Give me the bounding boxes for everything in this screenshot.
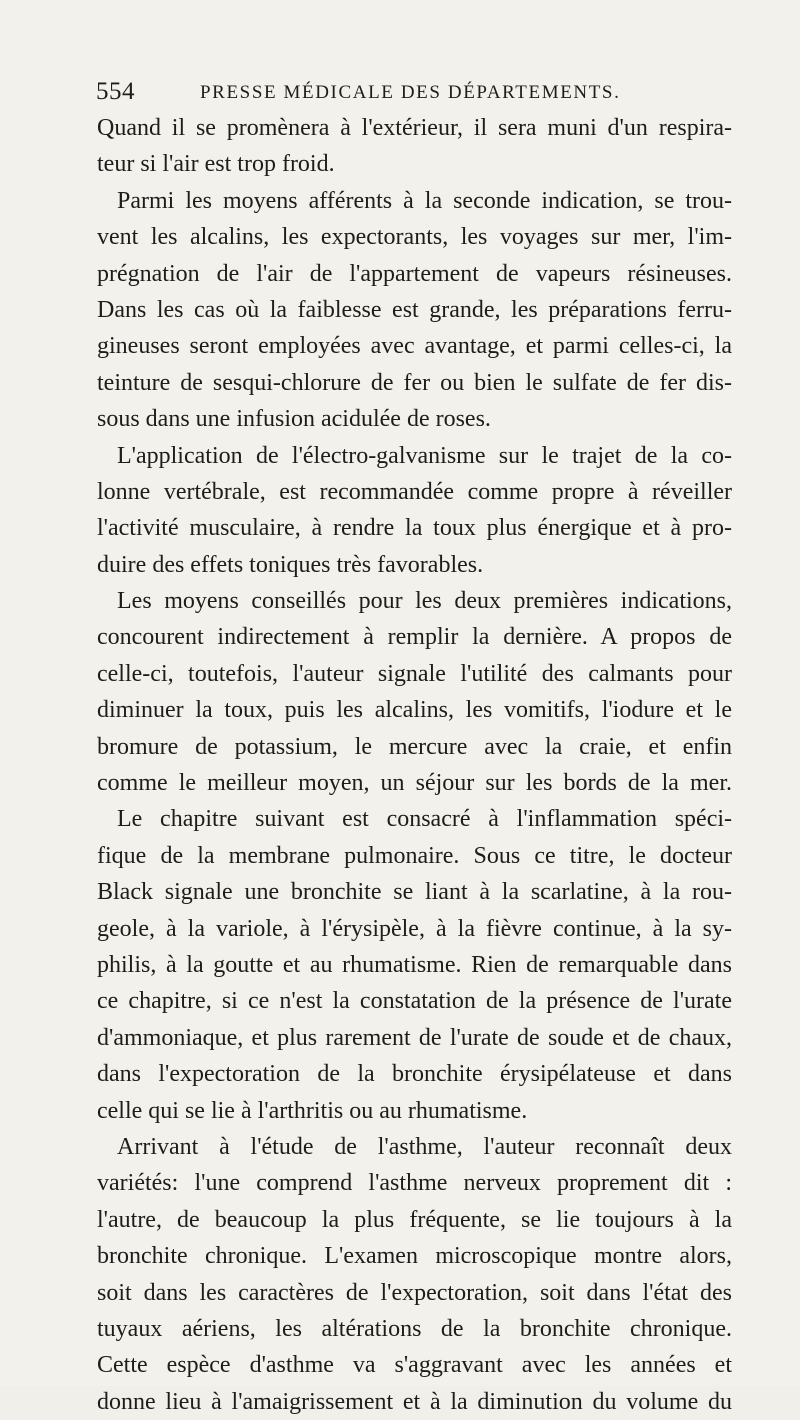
page-number: 554 xyxy=(96,78,135,105)
text-line: duire des effets toniques très favorables. xyxy=(97,551,484,578)
text-line: dans l'expectoration de la bronchite érysipélateuse et dans xyxy=(97,1061,732,1088)
text-line: Cette espèce d'asthme va s'aggravant avec les années et xyxy=(97,1352,732,1379)
text-line: gineuses seront employées avec avantage, et parmi celles-ci, la xyxy=(97,333,732,360)
text-line: sous dans une infusion acidulée de roses. xyxy=(97,406,491,433)
text-line: bromure de potassium, le mercure avec la craie, et enfin xyxy=(97,733,732,760)
text-line: soit dans les caractères de l'expectoration, soit dans l'état des xyxy=(97,1279,732,1306)
text-line: philis, à la goutte et au rhumatisme. Rien de remarquable dans xyxy=(97,951,732,978)
text-line: lonne vertébrale, est recommandée comme propre à réveiller xyxy=(97,478,732,505)
text-line: Arrivant à l'étude de l'asthme, l'auteur reconnaît deux xyxy=(117,1133,732,1160)
text-line: ce chapitre, si ce n'est la constatation de la présence de l'urate xyxy=(97,988,732,1015)
text-line: l'activité musculaire, à rendre la toux plus énergique et à pro- xyxy=(97,515,732,542)
text-line: diminuer la toux, puis les alcalins, les vomitifs, l'iodure et le xyxy=(97,697,732,724)
text-line: celle qui se lie à l'arthritis ou au rhumatisme. xyxy=(97,1097,528,1124)
body-text xyxy=(97,110,732,1420)
text-line: bronchite chronique. L'examen microscopique montre alors, xyxy=(97,1243,732,1270)
text-line: L'application de l'électro-galvanisme sur le trajet de la co- xyxy=(117,442,732,469)
text-line: donne lieu à l'amaigrissement et à la diminution du volume du xyxy=(97,1388,732,1415)
text-line: variétés: l'une comprend l'asthme nerveux proprement dit : xyxy=(97,1170,732,1197)
text-line: fique de la membrane pulmonaire. Sous ce titre, le docteur xyxy=(97,842,732,869)
text-line: Quand il se promènera à l'extérieur, il sera muni d'un respira- xyxy=(97,115,732,141)
text-line: Le chapitre suivant est consacré à l'inflammation spéci- xyxy=(117,806,732,833)
text-line: teur si l'air est trop froid. xyxy=(97,151,335,178)
text-line: Parmi les moyens afférents à la seconde indication, se trou- xyxy=(117,187,732,214)
text-line: geole, à la variole, à l'érysipèle, à la fièvre continue, à la sy- xyxy=(97,915,732,942)
text-line: Dans les cas où la faiblesse est grande, les préparations ferru- xyxy=(97,296,732,323)
text-line: d'ammoniaque, et plus rarement de l'urate de soude et de chaux, xyxy=(97,1024,732,1051)
text-line: tuyaux aériens, les altérations de la bronchite chronique. xyxy=(97,1315,732,1342)
text-line: celle-ci, toutefois, l'auteur signale l'utilité des calmants pour xyxy=(97,660,732,687)
running-title: PRESSE MÉDICALE DES DÉPARTEMENTS. xyxy=(200,82,621,103)
text-line: prégnation de l'air de l'appartement de vapeurs résineuses. xyxy=(97,260,732,287)
text-line: concourent indirectement à remplir la dernière. A propos de xyxy=(97,624,732,651)
text-line: Black signale une bronchite se liant à la scarlatine, à la rou- xyxy=(97,879,732,906)
text-line: l'autre, de beaucoup la plus fréquente, se lie toujours à la xyxy=(97,1206,732,1233)
text-line: comme le meilleur moyen, un séjour sur les bords de la mer. xyxy=(97,770,732,797)
text-line: teinture de sesqui-chlorure de fer ou bien le sulfate de fer dis- xyxy=(97,369,732,396)
page-header xyxy=(96,78,696,108)
text-line: Les moyens conseillés pour les deux premières indications, xyxy=(117,588,732,615)
text-line: vent les alcalins, les expectorants, les voyages sur mer, l'im- xyxy=(97,224,732,251)
